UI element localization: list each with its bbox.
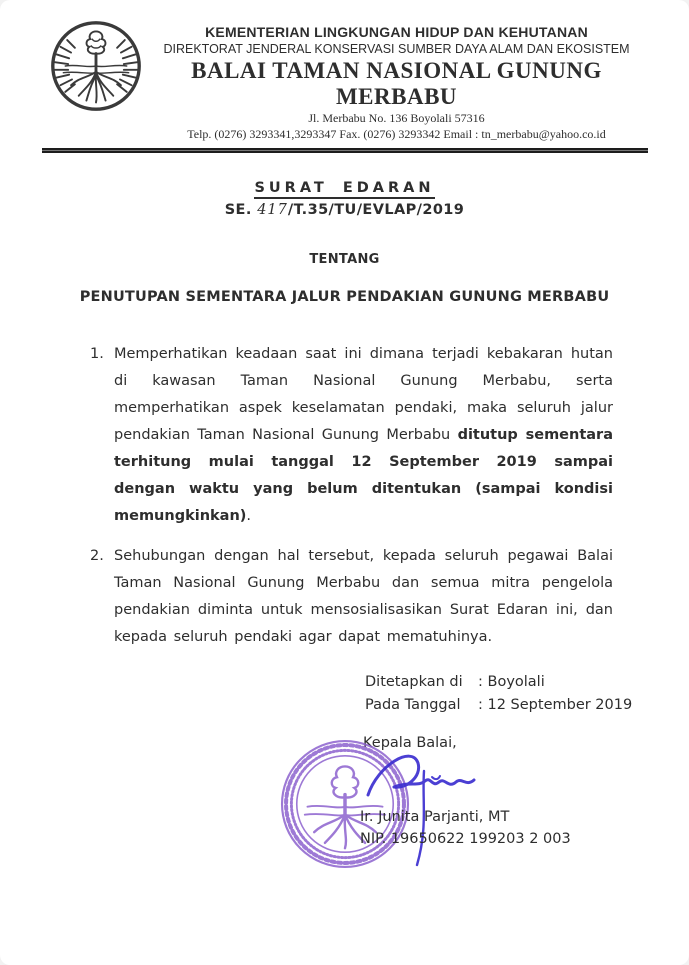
directorate-name: DIREKTORAT JENDERAL KONSERVASI SUMBER DAYA ALAM DAN EKOSISTEM xyxy=(163,42,630,56)
signature-icon xyxy=(362,743,512,873)
closing-block xyxy=(365,671,689,717)
letter-body xyxy=(90,341,613,651)
letterhead-text xyxy=(144,16,649,142)
item-text: Sehubungan dengan hal tersebut, kepada seluruh pegawai Balai Taman Nasional Gunung Merbabu dan semua mitra pengelola pendakian diminta untuk mensosialisasikan Surat Edaran ini, dan kepada seluruh pendaki agar dapat mematuhinya. xyxy=(114,548,613,645)
closing-place-label: Ditetapkan di xyxy=(365,674,463,690)
ministry-tree-logo-icon xyxy=(48,18,144,114)
document-number-prefix: SE. xyxy=(224,202,252,218)
closing-place-value: : Boyolali xyxy=(478,674,545,690)
document-number-rest: /T.35/TU/EVLAP/2019 xyxy=(287,202,465,218)
closing-date-row xyxy=(365,694,689,717)
closing-date-label: Pada Tanggal xyxy=(365,697,461,713)
signer-name: Ir. Junita Parjanti, MT xyxy=(360,809,510,825)
signer-title: Kepala Balai, xyxy=(363,735,457,751)
signature-area xyxy=(0,731,689,931)
ministry-name: KEMENTERIAN LINGKUNGAN HIDUP DAN KEHUTANAN xyxy=(205,24,588,40)
document-subject: PENUTUPAN SEMENTARA JALUR PENDAKIAN GUNUNG MERBABU xyxy=(79,289,610,305)
letterhead-divider xyxy=(42,148,648,153)
document-number-handwritten: 417 xyxy=(257,202,288,218)
closing-date-value: : 12 September 2019 xyxy=(478,697,633,713)
document-number xyxy=(0,202,689,218)
document-type-title: SURAT EDARAN xyxy=(254,180,434,199)
office-contact: Telp. (0276) 3293341,3293347 Fax. (0276) 3293342 Email : tn_merbabu@yahoo.co.id xyxy=(187,127,606,141)
office-name: BALAI TAMAN NASIONAL GUNUNG MERBABU xyxy=(191,58,602,109)
list-item xyxy=(90,341,613,530)
item1-text-normal: Memperhatikan keadaan saat ini dimana terjadi kebakaran hutan di kawasan Taman Nasional Gunung Merbabu, serta memperhatikan aspek keselamatan pendaki, maka seluruh jalur pendakian Taman Nasional Gunung Merbabu xyxy=(114,346,613,443)
title-block xyxy=(0,177,689,305)
item1-text-bold: ditutup sementara terhitung mulai tanggal 12 September 2019 sampai dengan waktu yang belum ditentukan (sampai kondisi memungkinkan) xyxy=(114,427,613,524)
item-text xyxy=(114,341,613,530)
letterhead xyxy=(0,0,689,142)
item-number: 1. xyxy=(90,346,104,362)
item-number: 2. xyxy=(90,548,104,564)
item1-text-end: . xyxy=(246,508,251,524)
about-label: TENTANG xyxy=(309,252,380,267)
office-address: Jl. Merbabu No. 136 Boyolali 57316 xyxy=(308,111,485,125)
signer-nip: NIP. 19650622 199203 2 003 xyxy=(360,831,571,847)
closing-place-row xyxy=(365,671,689,694)
list-item xyxy=(90,543,613,651)
